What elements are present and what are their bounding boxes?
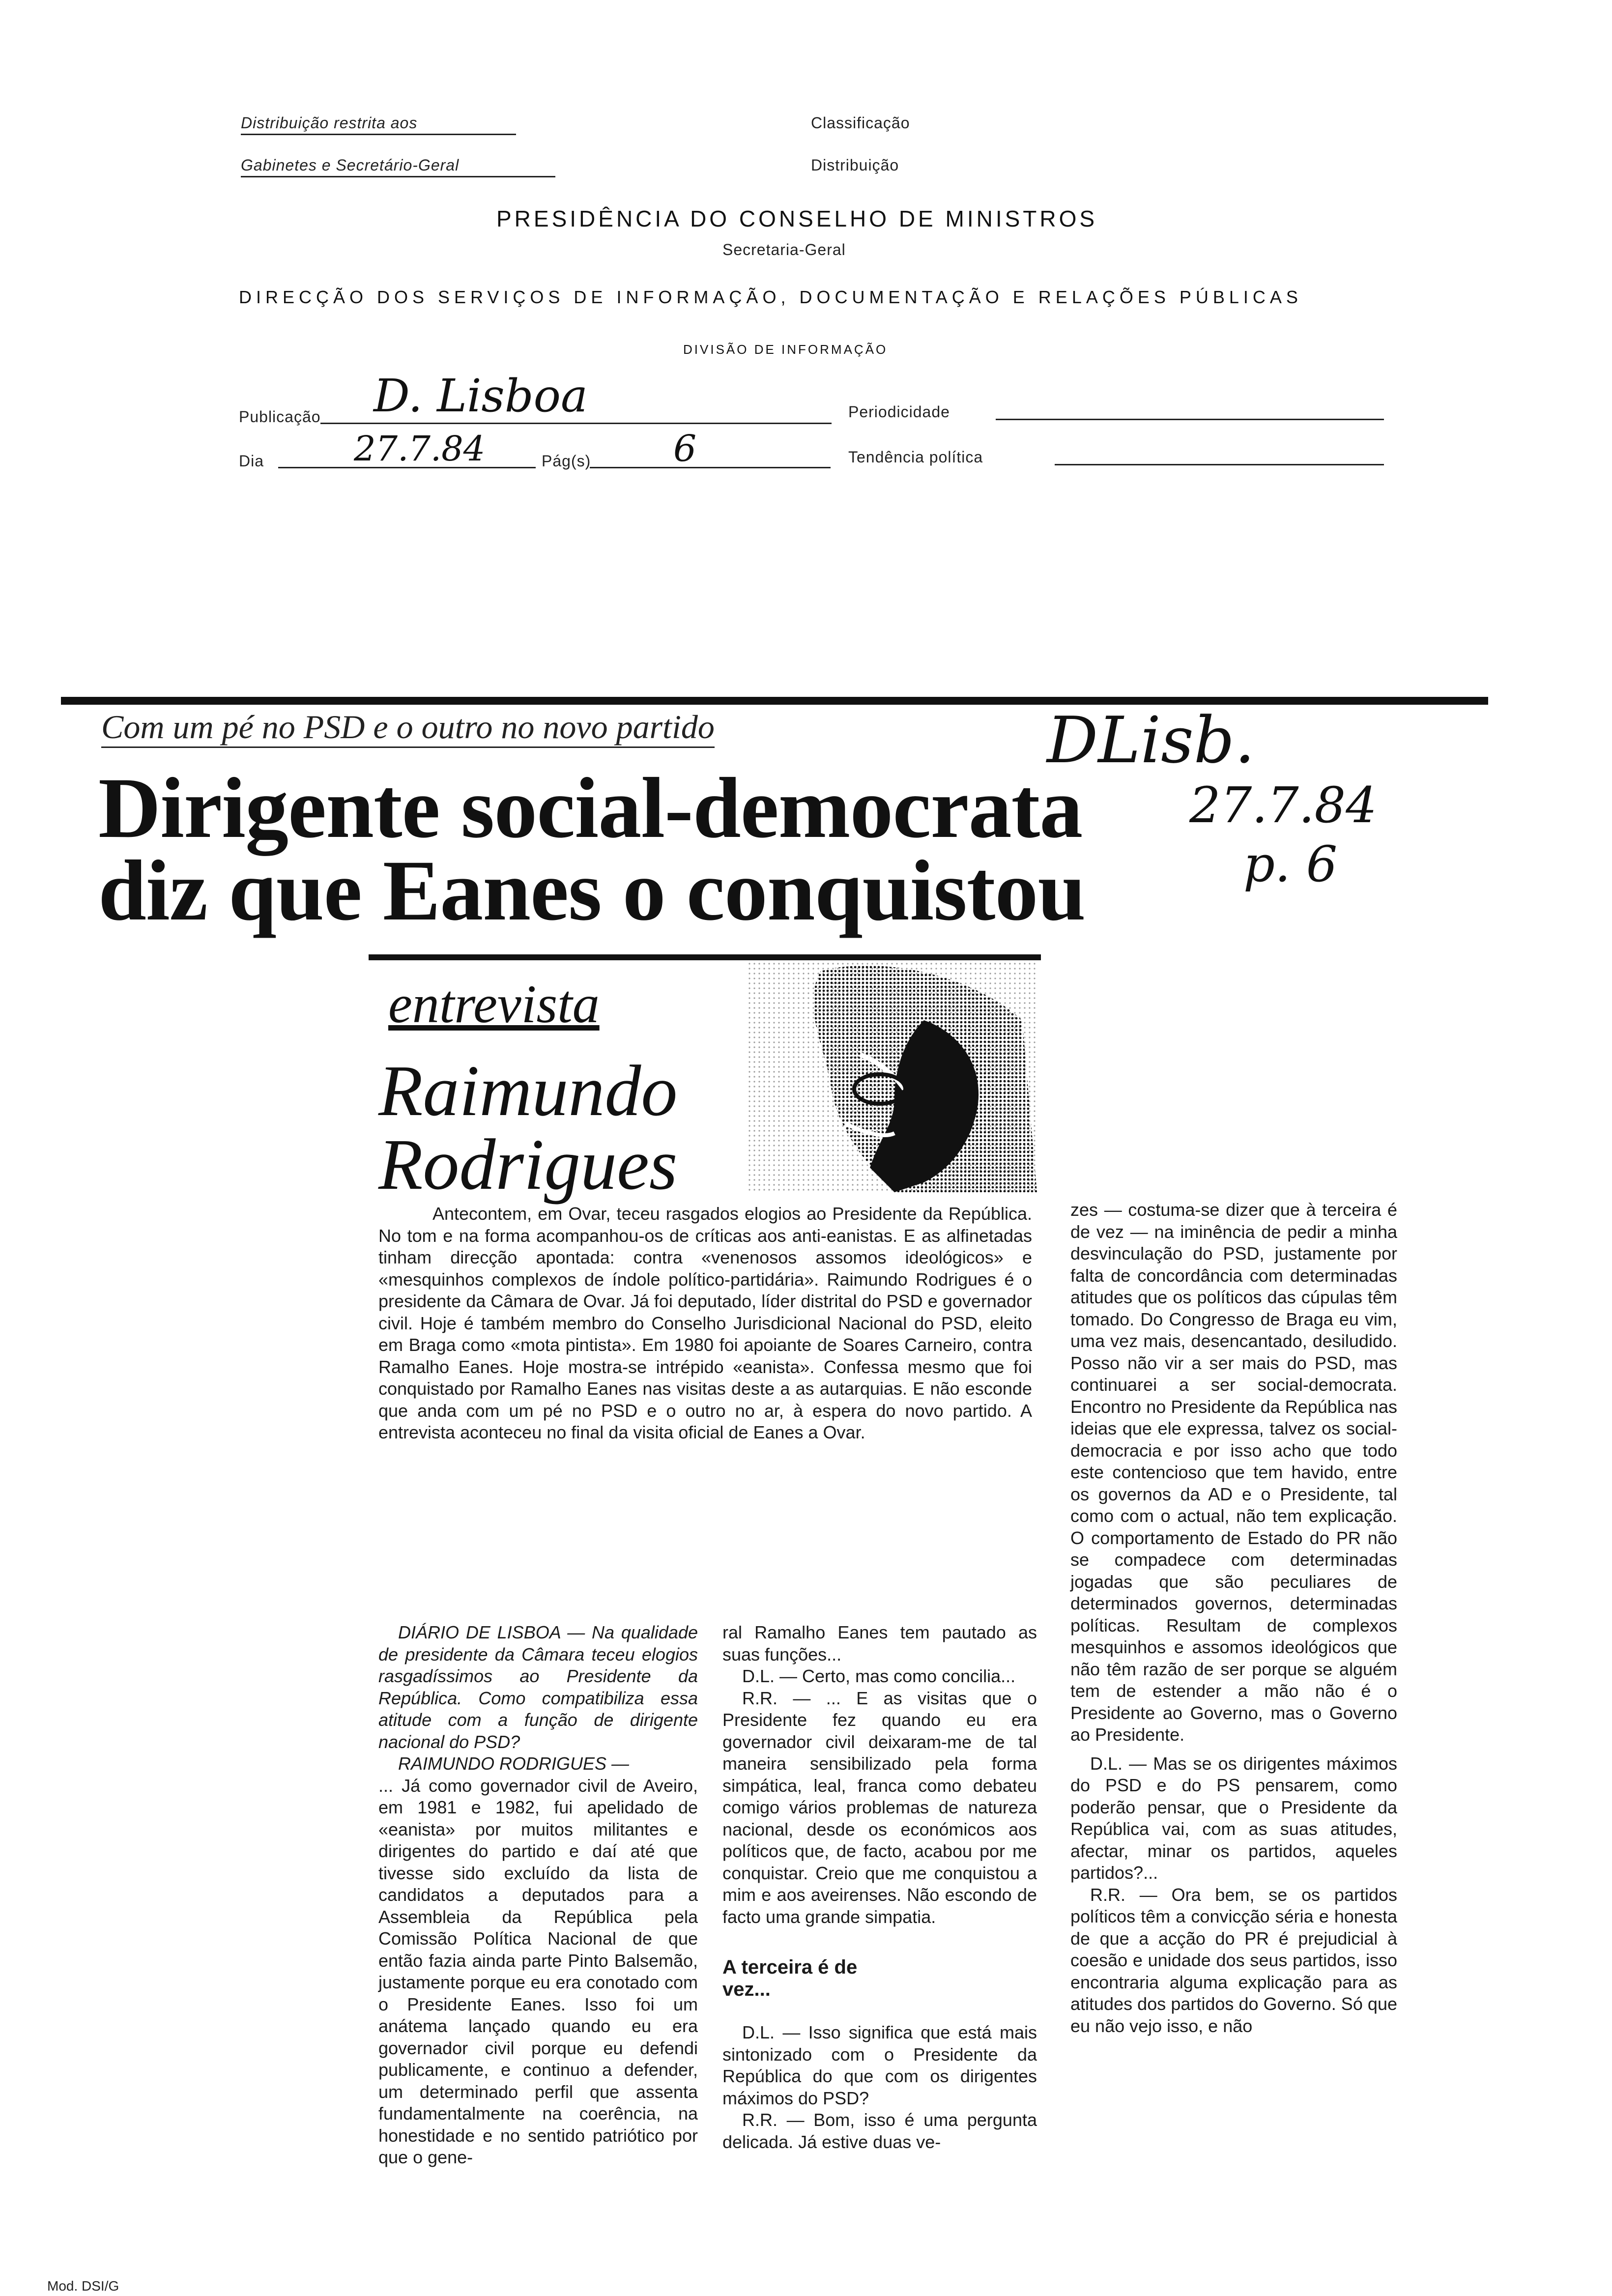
tendency-label: Tendência política xyxy=(848,448,983,466)
portrait-illustration xyxy=(747,961,1037,1192)
answer-3-continued: zes — costuma-se dizer que à terceira é de vez — na iminência de pedir a minha desvinculação do PSD, justamente por falta de concordância com determinadas atitudes que os políticos das cúpulas têm tomado. Do Congresso de Braga eu vim, uma vez mais, desencantado, desiludido. Posso não vir a ser mais do PSD, mas continuarei a ser social-democrata. Encontro no Presidente da República nas ideias que ele expressa, talvez os social-democracia e por isso acho que todo este contencioso que tem havido, entre os governos da AD e o Presidente, tal como com o actual, não tem explicação. O comportamento de Estado do PR não se compadece com determinadas jogadas que são peculiares de determinados governos, determinadas políticas. Resultam de complexos mesquinhos e assomos ideológicos que não têm razão de ser porque se alguém tem de estender a mão não é o Presidente ao Governo, mas o Governo ao Presidente. xyxy=(1070,1200,1397,1745)
headline-line2: diz que Eanes o conquistou xyxy=(98,843,1086,939)
distribution-restriction-line2: Gabinetes e Secretário-Geral xyxy=(241,156,460,174)
periodicity-field-line xyxy=(996,419,1384,420)
headline-line1: Dirigente social-democrata xyxy=(98,760,1083,856)
secretariat: Secretaria-Geral xyxy=(722,241,846,258)
answer-2: R.R. — ... E as visitas que o Presidente fez quando eu era governador civil deixaram-me de tal maneira sensibilizado pela forma simpática, leal, franca como debateu comigo vários problemas de natureza nacional, desde os económicos aos políticos que, de facto, acabou por me conquistar. Creio que me conquistou a mim e aos aveirenses. Não escondo de facto uma grande simpatia. xyxy=(722,1688,1037,1927)
section-label: entrevista xyxy=(388,974,600,1034)
handwritten-page: p. 6 xyxy=(1243,835,1338,893)
column-3 xyxy=(1070,1199,1397,2037)
org-title: PRESIDÊNCIA DO CONSELHO DE MINISTROS xyxy=(496,206,1098,231)
answer-1-text: ... Já como governador civil de Aveiro, em 1981 e 1982, fui apelidado de «eanista» por muitos militantes e dirigentes do partido e daí até que tivesse sido excluído da lista de candidatos a deputados para a Assembleia da República pela Comissão Política Nacional de que então fazia ainda parte Pinto Balsemão, justamente porque eu era conotado com o Presidente Eanes. Isso foi um anátema lançado quando eu era governador civil porque eu defendi publicamente, e continuo a defender, um determinado perfil que assenta fundamentalmente na coerência, na honestidade e no sentido patriótico por que o gene- xyxy=(378,1775,698,2167)
directorate: DIRECÇÃO DOS SERVIÇOS DE INFORMAÇÃO, DOCUMENTAÇÃO E RELAÇÕES PÚBLICAS xyxy=(239,287,1302,307)
lead-paragraph xyxy=(378,1203,1032,1444)
publication-field-line xyxy=(320,423,832,424)
distribution-restriction-line1: Distribuição restrita aos xyxy=(241,114,418,132)
answer-4: R.R. — Ora bem, se os partidos políticos têm a convicção séria e honesta de que a acção do PR é prejudicial à coesão e unidade dos seus partidos, isso encontraria alguma explicação para as atitudes dos partidos do Governo. Só que eu não vejo isso, e não xyxy=(1070,1884,1397,2036)
question-2: D.L. — Certo, mas como concilia... xyxy=(742,1666,1016,1686)
section-rule xyxy=(369,954,1041,960)
publication-value: D. Lisboa xyxy=(374,370,588,422)
column-2 xyxy=(722,1622,1037,2153)
periodicity-label: Periodicidade xyxy=(848,403,950,421)
column-1 xyxy=(378,1622,698,2169)
form-code: Mod. DSI/G xyxy=(47,2278,119,2294)
interviewee-last-name: Rodrigues xyxy=(378,1124,678,1205)
question-3: D.L. — Isso significa que está mais sintonizado com o Presidente da República do que com os dirigentes máximos do PSD? xyxy=(722,2022,1037,2108)
interviewee-photo xyxy=(747,961,1037,1192)
answer-3-start: R.R. — Bom, isso é uma pergunta delicada. Já estive duas ve- xyxy=(722,2110,1037,2152)
distribution-label: Distribuição xyxy=(811,156,899,174)
lead-text: Antecontem, em Ovar, teceu rasgados elogios ao Presidente da República. No tom e na forma acompanhou-os de críticas aos anti-eanistas. E as alfinetadas tinham direcção apontada: contra «venenosos assomos ideológicos» e «mesquinhos complexos de índole político-partidária». Raimundo Rodrigues é o presidente da Câmara de Ovar. Já foi deputado, líder distrital do PSD e governador civil. Hoje é também membro do Conselho Jurisdicional Nacional do PSD, eleito em Braga como «mota pintista». Em 1980 foi apoiante de Soares Carneiro, contra Ramalho Eanes. Hoje mostra-se intrépido «eanista». Confessa mesmo que foi conquistado por Ramalho Eanes nas visitas deste a as autarquias. E não esconde que anda com um pé no PSD e o outro no ar, à espera do novo partido. A entrevista aconteceu no final da visita oficial de Eanes a Ovar. xyxy=(378,1204,1032,1442)
answer-1-speaker: RAIMUNDO RODRIGUES — xyxy=(398,1753,630,1774)
underline xyxy=(241,134,516,135)
kicker: Com um pé no PSD e o outro no novo partido xyxy=(101,708,715,748)
pages-field-line xyxy=(590,467,831,468)
day-label: Dia xyxy=(239,452,264,470)
pages-value: 6 xyxy=(673,428,697,470)
clipping-top-rule xyxy=(61,697,1488,705)
interviewee-first-name: Raimundo xyxy=(378,1051,678,1131)
division: DIVISÃO DE INFORMAÇÃO xyxy=(683,342,888,357)
subheading: A terceira é de vez... xyxy=(722,1956,858,2000)
pages-label: Pág(s) xyxy=(542,452,591,470)
handwritten-source: DLisb. xyxy=(1047,703,1255,777)
classification-label: Classificação xyxy=(811,114,910,132)
tendency-field-line xyxy=(1055,464,1384,465)
answer-1-continued: ral Ramalho Eanes tem pautado as suas funções... xyxy=(722,1622,1037,1665)
question-4: D.L. — Mas se os dirigentes máximos do PSD e do PS pensarem, como poderão pensar, que o Presidente da República vai, com as suas atitudes, afectar, minar os partidos, aqueles partidos?... xyxy=(1070,1753,1397,1883)
question-1: DIÁRIO DE LISBOA — Na qualidade de presidente da Câmara teceu elogios rasgadíssimos ao Presidente da República. Como compatibiliza essa atitude com a função de dirigente nacional do PSD? xyxy=(378,1622,698,1752)
publication-label: Publicação xyxy=(239,408,321,426)
underline xyxy=(241,176,555,177)
day-value: 27.7.84 xyxy=(354,429,486,469)
handwritten-date: 27.7.84 xyxy=(1189,776,1377,834)
